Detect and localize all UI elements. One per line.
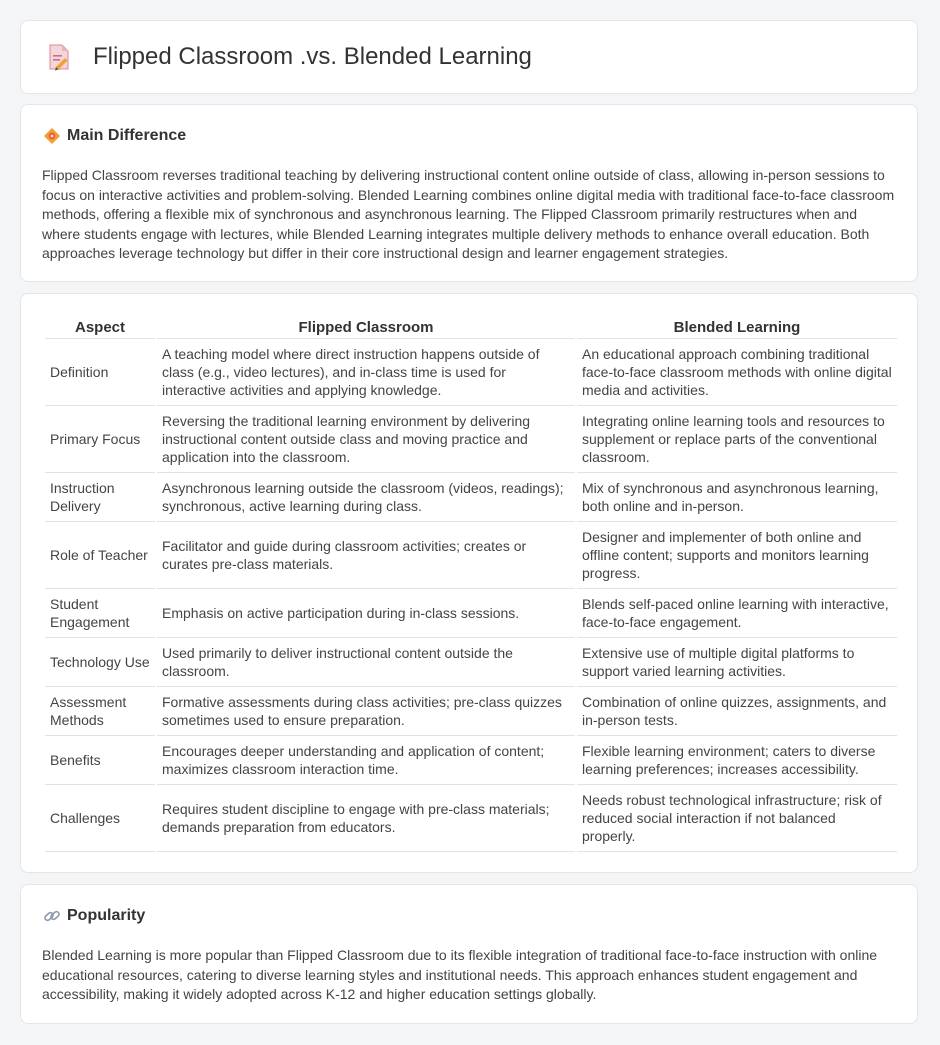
blended-cell: Designer and implementer of both online and offline content; supports and monitors learning progress. (577, 522, 897, 589)
aspect-cell: Assessment Methods (45, 687, 155, 736)
flipped-cell: Reversing the traditional learning environment by delivering instructional content outside class and moving practice and application into the classroom. (157, 406, 575, 473)
header-blended: Blended Learning (577, 316, 897, 339)
popularity-card (20, 884, 918, 1024)
title-row (47, 43, 532, 71)
diamond-sign-icon (43, 127, 61, 145)
main-difference-heading: Main Difference (67, 127, 187, 144)
table-row (45, 687, 897, 736)
blended-cell: Needs robust technological infrastructure; risk of reduced social interaction if not balanced properly. (577, 785, 897, 852)
header-flipped: Flipped Classroom (157, 316, 575, 339)
header-aspect: Aspect (45, 316, 155, 339)
page-title: Flipped Classroom .vs. Blended Learning (93, 43, 532, 70)
document-pencil-icon (47, 43, 71, 71)
table-row (45, 473, 897, 522)
blended-cell: Flexible learning environment; caters to diverse learning preferences; increases accessibility. (577, 736, 897, 785)
flipped-cell: Emphasis on active participation during in-class sessions. (157, 589, 575, 638)
main-difference-heading-row (43, 127, 186, 145)
header-card (20, 20, 918, 94)
flipped-cell: Requires student discipline to engage with pre-class materials; demands preparation from educators. (157, 785, 575, 852)
table-row (45, 339, 897, 406)
comparison-card (20, 293, 918, 873)
flipped-cell: Used primarily to deliver instructional content outside the classroom. (157, 638, 575, 687)
comparison-table (43, 316, 899, 852)
aspect-cell: Definition (45, 339, 155, 406)
blended-cell: Combination of online quizzes, assignments, and in-person tests. (577, 687, 897, 736)
aspect-cell: Student Engagement (45, 589, 155, 638)
popularity-heading: Popularity (67, 907, 146, 924)
flipped-cell: Asynchronous learning outside the classroom (videos, readings); synchronous, active learning during class. (157, 473, 575, 522)
table-row (45, 736, 897, 785)
popularity-heading-row (43, 907, 145, 925)
flipped-cell: Facilitator and guide during classroom activities; creates or curates pre-class materials. (157, 522, 575, 589)
table-row (45, 785, 897, 852)
popularity-text: Blended Learning is more popular than Flipped Classroom due to its flexible integration of traditional face-to-face instruction with online educational resources, catering to diverse learning styles and institutional needs. This approach enhances student engagement and accessibility, making it widely adopted across K-12 and higher education settings globally. (42, 947, 878, 1003)
aspect-cell: Role of Teacher (45, 522, 155, 589)
table-row (45, 522, 897, 589)
flipped-cell: A teaching model where direct instruction happens outside of class (e.g., video lectures), and in-class time is used for interactive activities and applying knowledge. (157, 339, 575, 406)
flipped-cell: Encourages deeper understanding and application of content; maximizes classroom interaction time. (157, 736, 575, 785)
blended-cell: Mix of synchronous and asynchronous learning, both online and in-person. (577, 473, 897, 522)
main-difference-card (20, 104, 918, 282)
main-difference-text: Flipped Classroom reverses traditional teaching by delivering instructional content online outside of class, allowing in-person sessions to focus on interactive activities and problem-solving. Blended Learning combines online digital media with traditional face-to-face classroom methods, offering a flexible mix of synchronous and asynchronous learning. The Flipped Classroom primarily restructures when and where students engage with lectures, while Blended Learning integrates multiple delivery methods to enhance overall education. Both approaches leverage technology but differ in their core instructional design and learner engagement strategies. (42, 167, 895, 262)
flipped-cell: Formative assessments during class activities; pre-class quizzes sometimes used to ensure preparation. (157, 687, 575, 736)
aspect-cell: Primary Focus (45, 406, 155, 473)
blended-cell: Extensive use of multiple digital platforms to support varied learning activities. (577, 638, 897, 687)
aspect-cell: Technology Use (45, 638, 155, 687)
table-row (45, 406, 897, 473)
blended-cell: Blends self-paced online learning with interactive, face-to-face engagement. (577, 589, 897, 638)
table-row (45, 589, 897, 638)
aspect-cell: Benefits (45, 736, 155, 785)
table-header-row (45, 316, 897, 339)
blended-cell: Integrating online learning tools and resources to supplement or replace parts of the conventional classroom. (577, 406, 897, 473)
aspect-cell: Instruction Delivery (45, 473, 155, 522)
blended-cell: An educational approach combining traditional face-to-face classroom methods with online digital media and activities. (577, 339, 897, 406)
link-icon (43, 907, 61, 925)
table-row (45, 638, 897, 687)
aspect-cell: Challenges (45, 785, 155, 852)
